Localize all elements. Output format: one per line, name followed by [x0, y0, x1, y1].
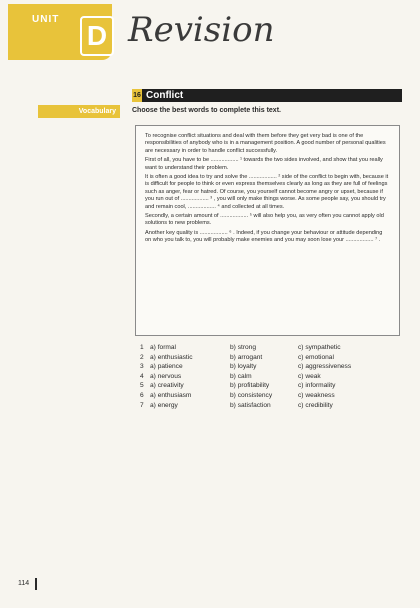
- option-b: b) profitability: [230, 382, 270, 390]
- option-c: c) emotional: [298, 353, 334, 361]
- option-a: a) energy: [150, 401, 178, 409]
- paragraph: Another key quality is .................. ⁶ . Indeed, if you change your behaviour or attitude depending on who you talk to, you will probably make enemies and you may soon lose your .................. ⁷ .: [145, 229, 383, 244]
- unit-letter: D: [80, 16, 114, 56]
- option-c: c) weakness: [298, 391, 335, 399]
- option-b: b) loyalty: [230, 363, 257, 371]
- option-a: a) enthusiasm: [150, 391, 192, 399]
- option-a: a) patience: [150, 363, 183, 371]
- option-row: [140, 381, 388, 391]
- option-number: 4: [140, 372, 144, 380]
- page-title: Revision: [128, 10, 275, 50]
- option-b: b) consistency: [230, 391, 273, 399]
- paragraph: Secondly, a certain amount of .................. ⁵ will also help you, as very often you cannot apply old solutions to new problems.: [145, 213, 384, 227]
- option-number: 2: [140, 353, 144, 361]
- option-row: [140, 401, 388, 411]
- option-row: [140, 372, 388, 382]
- option-a: a) creativity: [150, 382, 184, 390]
- paragraph: First of all, you have to be .................. ¹ towards the two sides involved, and show that you really want to understand their problem.: [145, 157, 383, 171]
- section-title: Conflict: [146, 90, 184, 101]
- option-c: c) credibility: [298, 401, 333, 409]
- page-number-divider: [35, 578, 37, 590]
- option-row: [140, 391, 388, 401]
- option-row: [140, 353, 388, 363]
- option-c: c) weak: [298, 372, 321, 380]
- option-b: b) satisfaction: [230, 401, 271, 409]
- option-number: 7: [140, 401, 144, 409]
- option-b: b) calm: [230, 372, 252, 380]
- option-a: a) nervous: [150, 372, 182, 380]
- option-a: a) formal: [150, 344, 177, 351]
- option-number: 1: [140, 344, 144, 351]
- paragraph: To recognise conflict situations and deal with them before they get very bad is one of the responsibilities of anybody who is in a management position. A good number of personal qualities are necessary in order to handle conflict successfully.: [145, 133, 386, 154]
- option-c: c) sympathetic: [298, 344, 341, 351]
- option-b: b) arrogant: [230, 353, 263, 361]
- paragraph: It is often a good idea to try and solve the .................. ² side of the conflict to begin with, because it is difficult for people to think or even express themselves clearly as long as they are full of feelings such as anger, fear or hatred. Of course, you yourself cannot become angry or upset, because if you run out of .................. ³ , you will only make things worse. As some people say, you should try and remain cool, .................. ⁴ and collected at all times.: [145, 174, 389, 210]
- exercise-text-box: [135, 125, 400, 336]
- option-c: c) informality: [298, 382, 336, 390]
- page-number: 114: [18, 580, 30, 587]
- option-number: 6: [140, 391, 144, 399]
- option-a: a) enthusiastic: [150, 353, 193, 361]
- option-row: [140, 343, 388, 353]
- option-number: 3: [140, 363, 144, 371]
- section-header: [132, 89, 402, 102]
- option-row: [140, 362, 388, 372]
- option-b: b) strong: [230, 344, 257, 351]
- answer-options: [140, 343, 388, 410]
- option-number: 5: [140, 382, 144, 390]
- unit-label: UNIT: [32, 14, 60, 25]
- instruction-text: Choose the best words to complete this text.: [132, 107, 281, 114]
- option-c: c) aggressiveness: [298, 363, 352, 371]
- unit-badge: [8, 4, 112, 60]
- section-number: 16: [132, 89, 142, 102]
- vocabulary-tab: Vocabulary: [38, 105, 120, 118]
